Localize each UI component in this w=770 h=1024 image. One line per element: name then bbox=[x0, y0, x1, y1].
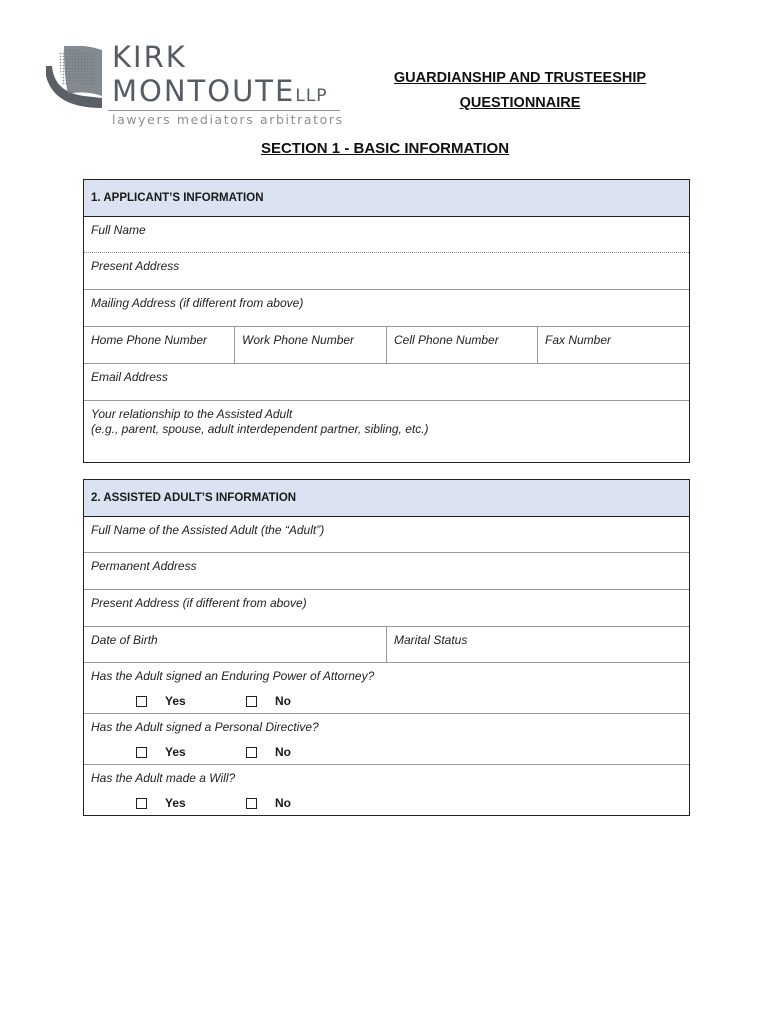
field-label: Mailing Address (if different from above) bbox=[91, 296, 304, 310]
relationship-hint: (e.g., parent, spouse, adult interdependent partner, sibling, etc.) bbox=[91, 422, 429, 436]
field-label: Marital Status bbox=[394, 633, 468, 647]
option-label: No bbox=[275, 745, 291, 759]
will-no-option[interactable] bbox=[246, 796, 291, 810]
home-phone-field[interactable] bbox=[84, 327, 235, 363]
applicant-header: 1. APPLICANT’S INFORMATION bbox=[84, 180, 689, 217]
option-label: Yes bbox=[165, 796, 186, 810]
will-yes-option[interactable] bbox=[136, 796, 226, 810]
field-label: Date of Birth bbox=[91, 633, 158, 647]
adult-present-address-field[interactable] bbox=[84, 590, 689, 627]
logo-divider bbox=[108, 110, 340, 111]
pd-yes-option[interactable] bbox=[136, 745, 226, 759]
applicant-present-address-field[interactable] bbox=[84, 253, 689, 290]
applicant-relationship-field[interactable] bbox=[84, 401, 689, 462]
field-label: Permanent Address bbox=[91, 559, 197, 573]
option-label: No bbox=[275, 796, 291, 810]
document-title-line1: GUARDIANSHIP AND TRUSTEESHIP bbox=[393, 70, 647, 86]
adult-dob-marital-row bbox=[84, 627, 689, 663]
field-label: Work Phone Number bbox=[242, 333, 355, 347]
pd-options bbox=[136, 745, 311, 759]
work-phone-field[interactable] bbox=[235, 327, 387, 363]
applicant-email-field[interactable] bbox=[84, 364, 689, 401]
document-title bbox=[370, 66, 670, 116]
epa-no-option[interactable] bbox=[246, 694, 291, 708]
will-question-row bbox=[84, 765, 689, 815]
field-label: Present Address bbox=[91, 259, 180, 273]
epa-options bbox=[136, 694, 311, 708]
question-label: Has the Adult signed an Enduring Power of Attorney? bbox=[91, 669, 375, 683]
field-label: Cell Phone Number bbox=[394, 333, 499, 347]
field-label: Email Address bbox=[91, 370, 168, 384]
adult-full-name-field[interactable] bbox=[84, 517, 689, 553]
checkbox-icon[interactable] bbox=[246, 696, 257, 707]
adult-info-table bbox=[83, 479, 690, 816]
adult-header: 2. ASSISTED ADULT’S INFORMATION bbox=[84, 480, 689, 517]
marital-status-field[interactable] bbox=[387, 627, 689, 662]
pd-no-option[interactable] bbox=[246, 745, 291, 759]
option-label: Yes bbox=[165, 745, 186, 759]
epa-question-row bbox=[84, 663, 689, 714]
applicant-mailing-address-field[interactable] bbox=[84, 290, 689, 327]
option-label: Yes bbox=[165, 694, 186, 708]
field-label: Present Address (if different from above) bbox=[91, 596, 307, 610]
checkbox-icon[interactable] bbox=[136, 798, 147, 809]
logo-tagline: lawyers mediators arbitrators bbox=[112, 112, 344, 127]
dob-field[interactable] bbox=[84, 627, 387, 662]
field-label: Home Phone Number bbox=[91, 333, 208, 347]
applicant-phones-row bbox=[84, 327, 689, 364]
field-label: Full Name of the Assisted Adult (the “Adult”) bbox=[91, 523, 325, 537]
firm-logo bbox=[44, 40, 354, 134]
applicant-full-name-field[interactable] bbox=[84, 217, 689, 253]
logo-name-line1: KIRK bbox=[112, 40, 187, 74]
fax-field[interactable] bbox=[538, 327, 689, 363]
field-label bbox=[84, 401, 689, 437]
logo-name-line2: MONTOUTELLP bbox=[112, 74, 328, 108]
adult-permanent-address-field[interactable] bbox=[84, 553, 689, 590]
personal-directive-question-row bbox=[84, 714, 689, 765]
cell-phone-field[interactable] bbox=[387, 327, 538, 363]
option-label: No bbox=[275, 694, 291, 708]
question-label: Has the Adult made a Will? bbox=[91, 771, 236, 785]
section-title: SECTION 1 - BASIC INFORMATION bbox=[260, 140, 510, 157]
will-options bbox=[136, 796, 311, 810]
checkbox-icon[interactable] bbox=[246, 747, 257, 758]
logo-llp: LLP bbox=[295, 86, 328, 106]
field-label: Full Name bbox=[91, 223, 146, 237]
epa-yes-option[interactable] bbox=[136, 694, 226, 708]
question-label: Has the Adult signed a Personal Directive? bbox=[91, 720, 319, 734]
applicant-info-table bbox=[83, 179, 690, 463]
checkbox-icon[interactable] bbox=[136, 747, 147, 758]
field-label: Fax Number bbox=[545, 333, 612, 347]
logo-mark-icon bbox=[44, 46, 104, 110]
document-title-line2: QUESTIONNAIRE bbox=[459, 95, 581, 111]
checkbox-icon[interactable] bbox=[246, 798, 257, 809]
relationship-label: Your relationship to the Assisted Adult bbox=[91, 407, 293, 421]
checkbox-icon[interactable] bbox=[136, 696, 147, 707]
